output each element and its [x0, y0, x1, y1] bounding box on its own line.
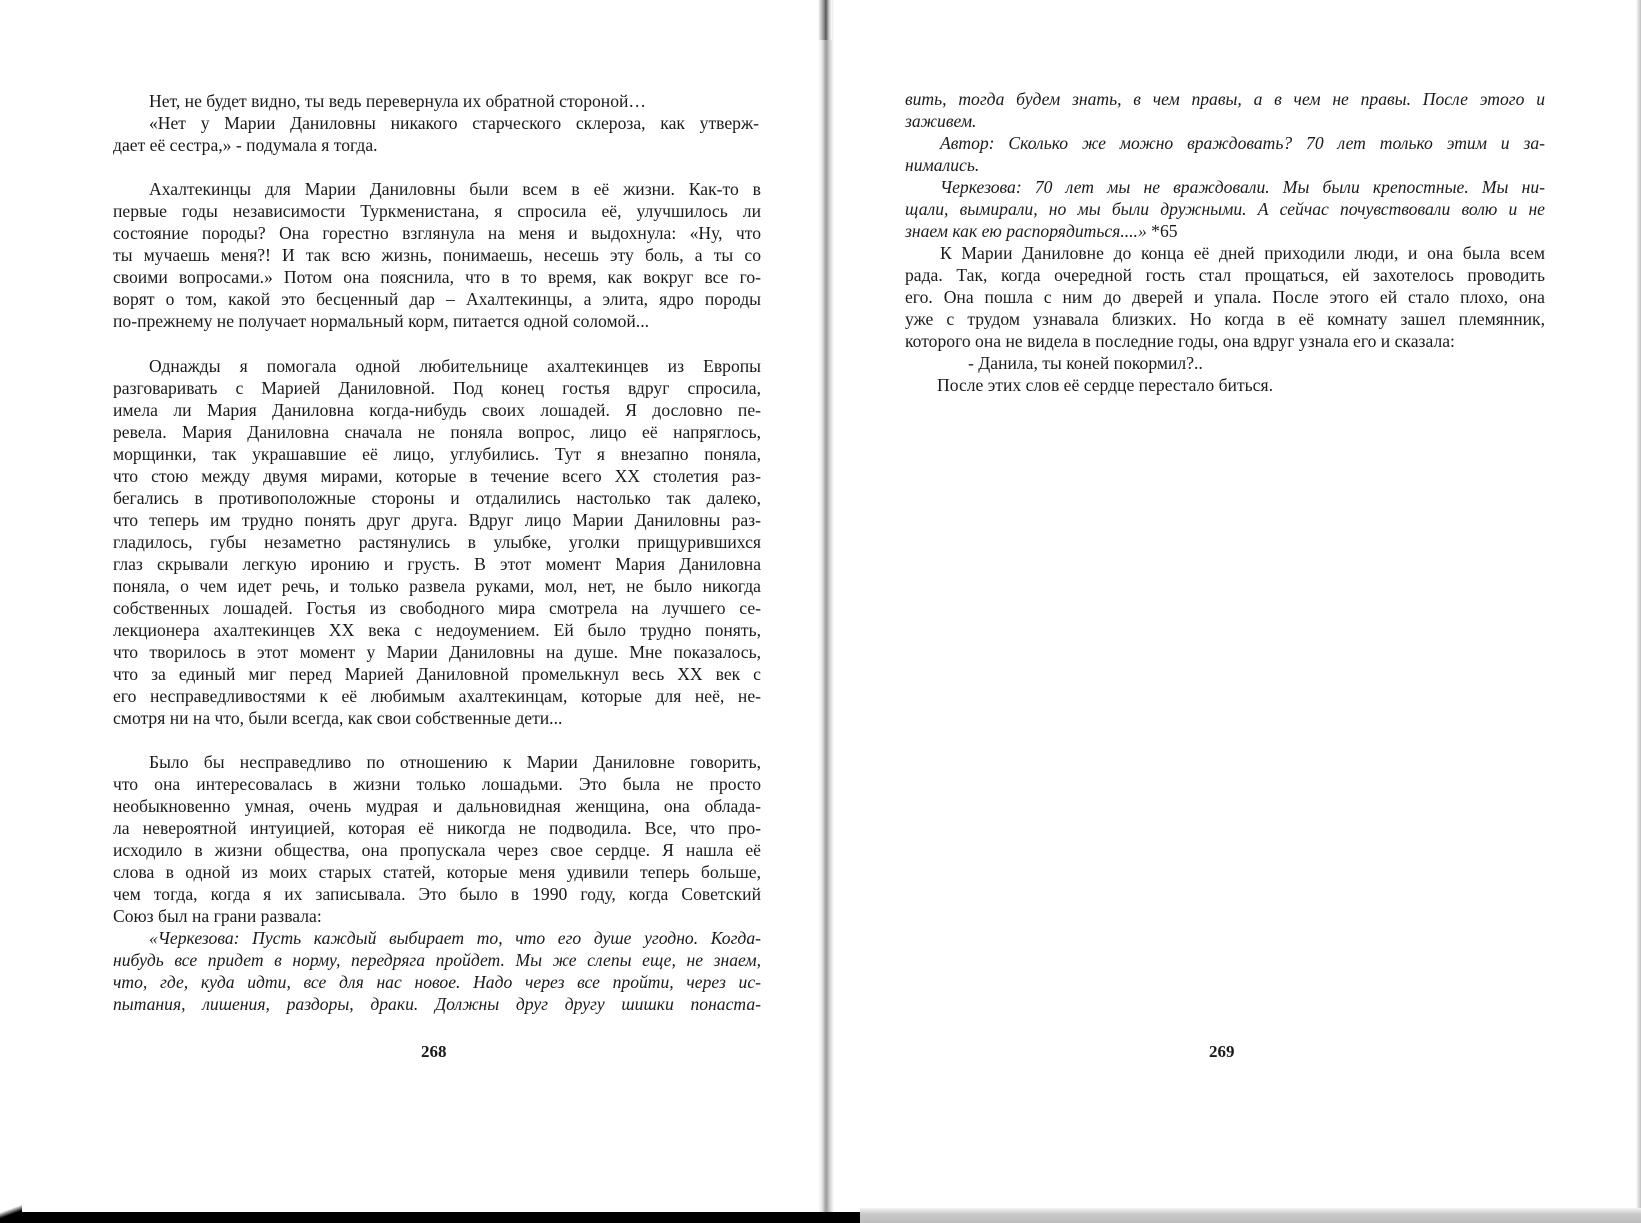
text-line: щали, вымирали, но мы были дружными. А сейчас почувствовали волю и не: [905, 199, 1545, 219]
text-line: смотря ни на что, были всегда, как свои собственные дети...: [113, 708, 563, 728]
text-line: его. Она пошла с ним до дверей и упала. После этого ей стало плохо, она: [905, 287, 1545, 307]
text-line: имела ли Мария Даниловна когда-нибудь своих лошадей. Я дословно пе-: [113, 400, 761, 420]
text-line: которого она не видела в последние годы, она вдруг узнала его и сказала:: [905, 331, 1455, 351]
right-page-edge: [1636, 0, 1641, 1213]
text-line: необыкновенно умная, очень мудрая и дальновидная женщина, она облада-: [113, 796, 761, 816]
text-line: что теперь им трудно понять друг друга. Вдруг лицо Марии Даниловны раз-: [113, 510, 761, 530]
text-line: его несправедливостями к её любимым ахалтекинцам, которые для неё, не-: [113, 686, 761, 706]
text-line: слова в одной из моих старых статей, которые меня удивили теперь больше,: [113, 862, 761, 882]
footnote-ref: *65: [1151, 221, 1178, 241]
text-line: «Нет у Марии Даниловны никакого старческого склероза, как утверж-: [149, 113, 759, 133]
text-line: ты мучаешь меня?! И так всю жизнь, понимаешь, несешь эту боль, а ты со: [113, 245, 761, 265]
text-line: своими вопросами.» Потом она пояснила, что в то время, как вокруг все го-: [113, 267, 761, 287]
page-number-left: 268: [421, 1042, 447, 1061]
text-line: вить, тогда будем знать, в чем правы, а в чем не правы. После этого и: [905, 89, 1545, 109]
text-line: чем тогда, когда я их записывала. Это было в 1990 году, когда Советский: [113, 884, 761, 904]
text-line: поняла, о чем идет речь, и только развела руками, мол, нет, не было никогда: [113, 576, 761, 596]
text-line: рада. Так, когда очередной гость стал прощаться, ей захотелось проводить: [905, 265, 1545, 285]
text-line: по-прежнему не получает нормальный корм, питается одной соломой...: [113, 311, 649, 331]
text-line: пытания, лишения, раздоры, драки. Должны друг другу шишки понаста-: [113, 994, 761, 1014]
text-line: нибудь все придет в норму, передряга пройдет. Мы же слепы еще, не знаем,: [113, 950, 761, 970]
text-line: ла невероятной интуицией, которая её никогда не подводила. Все, что про-: [113, 818, 761, 838]
text-line: что она интересовалась в жизни только лошадьми. Это была не просто: [113, 774, 761, 794]
text-line: Автор: Сколько же можно враждовать? 70 лет только этим и за-: [940, 133, 1545, 153]
text-line: дает её сестра,» - подумала я тогда.: [113, 135, 378, 155]
text-line: Нет, не будет видно, ты ведь перевернула их обратной стороной…: [149, 91, 647, 111]
text-line: исходило в жизни общества, она пропускала через свое сердце. Я нашла её: [113, 840, 761, 860]
text-line: Ахалтекинцы для Марии Даниловны были всем в её жизни. Как-то в: [149, 179, 761, 199]
text-line: что творилось в этот момент у Марии Даниловны на душе. Мне показалось,: [113, 642, 761, 662]
text-line: Союз был на грани развала:: [113, 906, 322, 926]
text-line: что, где, куда идти, все для нас новое. Надо через все пройти, через ис-: [113, 972, 761, 992]
text-line: первые годы независимости Туркменистана, я спросила её, улучшилось ли: [113, 201, 761, 221]
text-line: гладилось, губы незаметно растянулись в улыбке, уголки прищурившихся: [113, 532, 761, 552]
text-line: глаз скрывали легкую иронию и грусть. В этот момент Мария Даниловна: [113, 554, 761, 574]
text-line: что за единый миг перед Марией Даниловной промелькнул весь XX век с: [113, 664, 761, 684]
text-line: разговаривать с Марией Даниловной. Под конец гостья вдруг спросила,: [113, 378, 761, 398]
scan-bottom-border: [0, 1212, 860, 1223]
text-line: нимались.: [905, 155, 980, 175]
text-line: морщинки, так украшавшие её лицо, углубились. Тут я внезапно поняла,: [113, 444, 761, 464]
page-number-right: 269: [1209, 1042, 1235, 1061]
text-line: бегались в противоположные стороны и отдалились настолько так далеко,: [113, 488, 761, 508]
text-line: лекционера ахалтекинцев XX века с недоумением. Ей было трудно понять,: [113, 620, 761, 640]
book-spine-shadow: [818, 0, 832, 40]
text-line: [905, 220, 1178, 242]
quote-end: знаем как ею распорядиться....»: [905, 221, 1152, 241]
text-line: После этих слов её сердце перестало биться.: [937, 375, 1273, 395]
text-line: состояние породы? Она горестно взглянула на меня и выдохнула: «Ну, что: [113, 223, 761, 243]
scan-corner-shadow: [0, 1200, 22, 1223]
text-line: - Данила, ты коней покормил?..: [968, 353, 1203, 373]
text-line: К Марии Даниловне до конца её дней приходили люди, и она была всем: [940, 243, 1545, 263]
text-line: собственных лошадей. Гостья из свободного мира смотрела на лучшего се-: [113, 598, 761, 618]
text-line: что стою между двумя мирами, которые в течение всего XX столетия раз-: [113, 466, 761, 486]
bottom-page-edge: [860, 1208, 1641, 1223]
text-line: «Черкезова: Пусть каждый выбирает то, что его душе угодно. Когда-: [149, 928, 761, 948]
text-line: ворят о том, какой это бесценный дар – Ахалтекинцы, а элита, ядро породы: [113, 289, 761, 309]
text-line: ревела. Мария Даниловна сначала не поняла вопрос, лицо её напряглось,: [113, 422, 761, 442]
text-line: Однажды я помогала одной любительнице ахалтекинцев из Европы: [149, 356, 761, 376]
text-line: уже с трудом узнавала близких. Но когда в её комнату зашел племянник,: [905, 309, 1545, 329]
text-line: Черкезова: 70 лет мы не враждовали. Мы были крепостные. Мы ни-: [940, 177, 1545, 197]
book-spine: [818, 0, 834, 1215]
text-line: Было бы несправедливо по отношению к Марии Даниловне говорить,: [149, 752, 761, 772]
text-line: заживем.: [905, 111, 977, 131]
